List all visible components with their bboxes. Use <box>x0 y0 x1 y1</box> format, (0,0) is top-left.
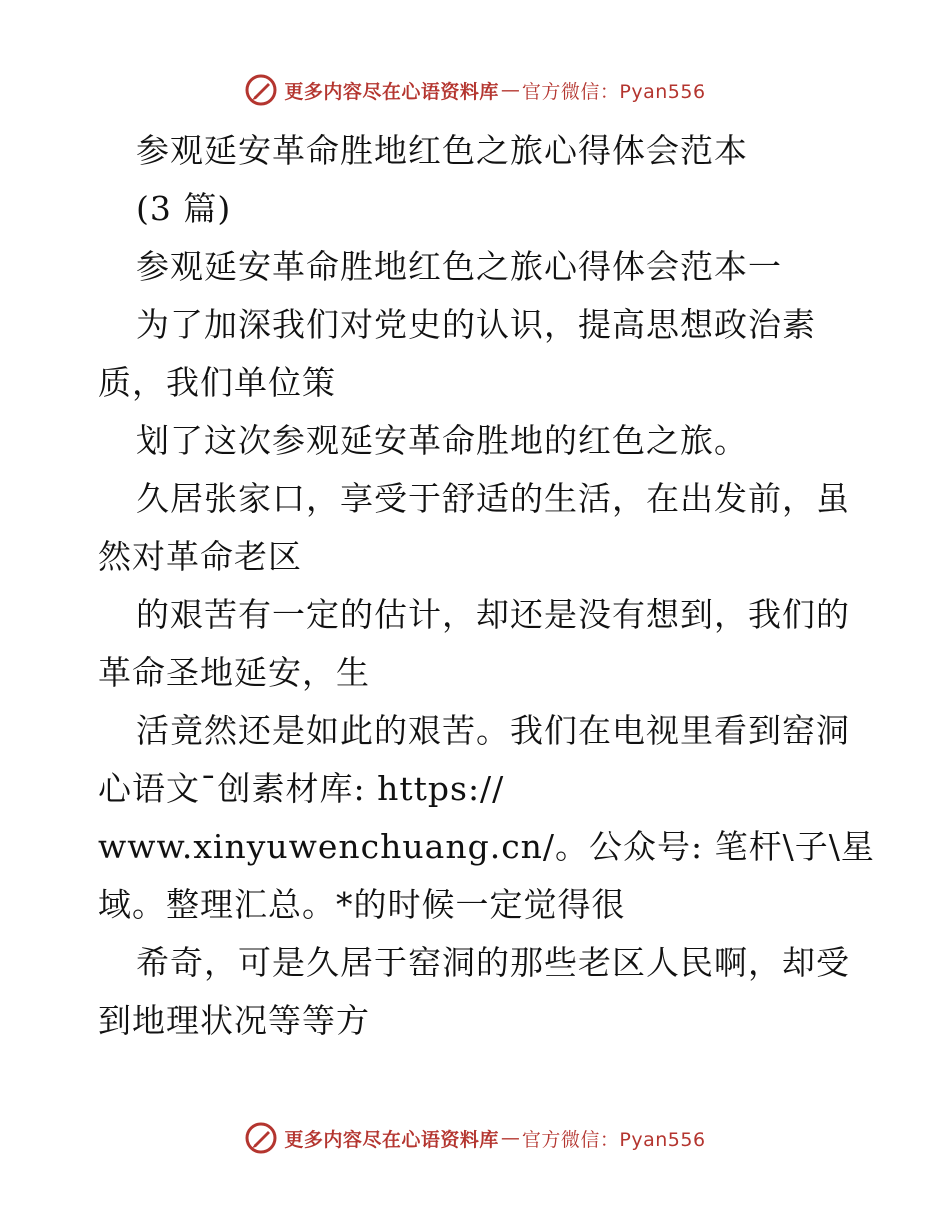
body-line: 为了加深我们对党史的认识，提高思想政治素 <box>136 305 816 344</box>
doc-title: 参观延安革命胜地红色之旅心得体会范本 <box>136 131 748 170</box>
body-line: 的艰苦有一定的估计，却还是没有想到，我们的 <box>136 595 850 634</box>
body-line: 希奇，可是久居于窑洞的那些老区人民啊，却受 <box>136 943 850 982</box>
body-line: www.xinyuwenchuang.cn/。公众号: 笔杆\子\星 <box>98 827 875 866</box>
pen-logo-icon <box>244 73 278 107</box>
body-line: 心语文¯创素材库: https:// <box>98 769 505 808</box>
body-line: 久居张家口，享受于舒适的生活，在出发前，虽 <box>136 479 850 518</box>
header-wechat-text: 官方微信：Pyan556 <box>521 80 706 103</box>
header-dash: — <box>500 79 520 101</box>
footer-wechat-text: 官方微信：Pyan556 <box>521 1128 706 1151</box>
body-line: 革命圣地延安，生 <box>98 653 370 692</box>
body-line: 活竟然还是如此的艰苦。我们在电视里看到窑洞 <box>136 711 850 750</box>
footer-banner <box>0 1118 950 1158</box>
footer-brand-text: 更多内容尽在心语资料库 <box>284 1128 499 1151</box>
pen-logo-icon <box>244 1121 278 1155</box>
body-line: 划了这次参观延安革命胜地的红色之旅。 <box>136 421 748 460</box>
document-body <box>98 122 888 1050</box>
body-line: 到地理状况等等方 <box>98 1001 370 1040</box>
body-line: 然对革命老区 <box>98 537 302 576</box>
body-line: 质，我们单位策 <box>98 363 336 402</box>
header-brand-text: 更多内容尽在心语资料库 <box>284 80 499 103</box>
doc-subtitle: (3 篇) <box>136 189 232 228</box>
header-banner <box>0 70 950 110</box>
section-heading: 参观延安革命胜地红色之旅心得体会范本一 <box>136 247 782 286</box>
footer-dash: — <box>500 1127 520 1149</box>
body-line: 域。整理汇总。*的时候一定觉得很 <box>98 885 626 924</box>
